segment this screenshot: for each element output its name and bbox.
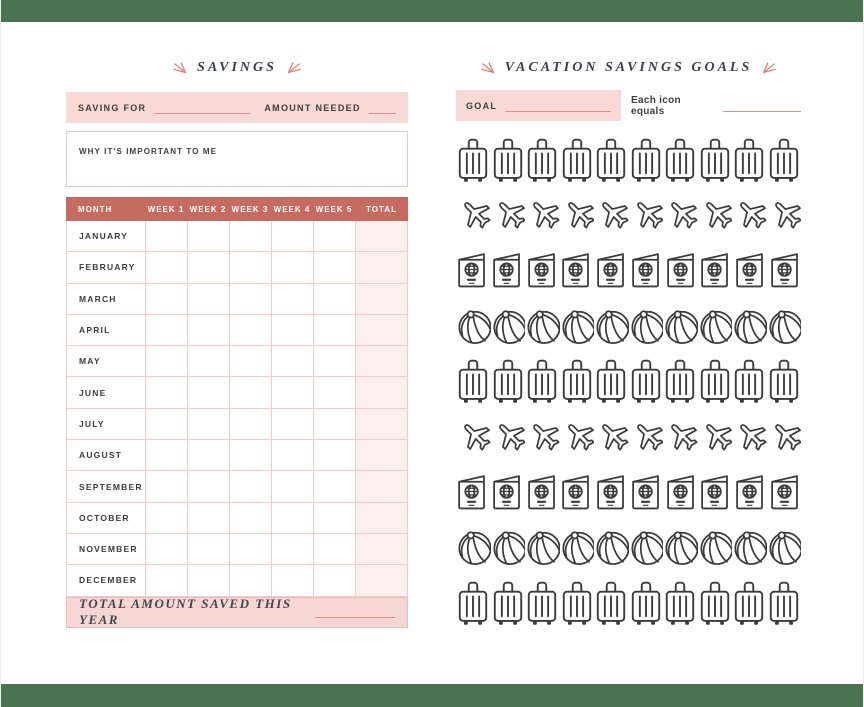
beach-ball-icon <box>732 528 767 566</box>
suitcase-icon <box>491 579 525 627</box>
passport-icon <box>769 250 801 290</box>
week-amount-cell <box>314 346 356 377</box>
beach-ball-icon <box>491 307 526 345</box>
airplane-icon <box>767 416 802 458</box>
airplane-icon <box>663 194 698 236</box>
week-amount-cell <box>272 284 314 315</box>
airplane-icon <box>732 194 767 236</box>
week-amount-cell <box>230 409 272 440</box>
airplane-icon-row <box>456 187 801 242</box>
goal-box <box>456 90 621 121</box>
beach-ball-icon <box>594 528 629 566</box>
month-label-cell: NOVEMBER <box>67 534 146 565</box>
week-amount-cell <box>146 252 188 283</box>
suitcase-icon <box>594 136 628 184</box>
passport-icon <box>734 250 766 290</box>
airplane-icon <box>456 416 491 458</box>
airplane-icon <box>594 416 629 458</box>
week-amount-cell <box>314 503 356 534</box>
sprig-right-icon <box>762 62 776 74</box>
airplane-icon <box>491 194 526 236</box>
beach-ball-icon <box>594 307 629 345</box>
week-amount-cell <box>272 503 314 534</box>
week-amount-cell <box>272 221 314 252</box>
suitcase-icon <box>525 579 559 627</box>
airplane-icon <box>698 416 733 458</box>
week-amount-cell <box>272 409 314 440</box>
airplane-icon <box>594 194 629 236</box>
sprig-left-icon <box>481 62 495 74</box>
month-label-cell: AUGUST <box>67 440 146 471</box>
vacation-goals-page <box>456 60 801 631</box>
suitcase-icon <box>732 579 766 627</box>
why-important-box <box>66 131 408 187</box>
airplane-icon-row <box>456 409 801 464</box>
passport-icon <box>595 472 627 512</box>
suitcase-icon <box>629 136 663 184</box>
passport-icon <box>456 472 488 512</box>
month-label-cell: MARCH <box>67 284 146 315</box>
week-amount-cell <box>146 503 188 534</box>
week-amount-cell <box>188 284 230 315</box>
table-header-cell: TOTAL <box>366 204 397 214</box>
month-total-cell <box>356 221 408 252</box>
passport-icon <box>491 472 523 512</box>
suitcase-icon-row <box>456 575 801 630</box>
passport-icon <box>456 250 488 290</box>
airplane-icon <box>456 194 491 236</box>
suitcase-icon <box>456 136 490 184</box>
week-amount-cell <box>272 346 314 377</box>
suitcase-icon <box>594 579 628 627</box>
month-label-cell: SEPTEMBER <box>67 471 146 502</box>
passport-icon <box>526 472 558 512</box>
suitcase-icon <box>456 357 490 405</box>
month-total-cell <box>356 503 408 534</box>
week-amount-cell <box>146 471 188 502</box>
suitcase-icon <box>732 357 766 405</box>
week-amount-cell <box>314 315 356 346</box>
beach-ball-icon <box>456 528 491 566</box>
beach-ball-icon <box>491 528 526 566</box>
suitcase-icon <box>525 136 559 184</box>
month-total-cell <box>356 346 408 377</box>
airplane-icon <box>491 416 526 458</box>
week-amount-cell <box>230 534 272 565</box>
month-label-cell: DECEMBER <box>67 565 146 596</box>
table-header-cell: WEEK 4 <box>273 204 311 214</box>
suitcase-icon <box>767 357 801 405</box>
airplane-icon <box>525 194 560 236</box>
suitcase-icon <box>629 357 663 405</box>
week-amount-cell <box>188 315 230 346</box>
beach-ball-icon <box>663 307 698 345</box>
month-total-cell <box>356 284 408 315</box>
week-amount-cell <box>272 252 314 283</box>
suitcase-icon <box>767 579 801 627</box>
airplane-icon <box>767 194 802 236</box>
week-amount-cell <box>230 252 272 283</box>
month-total-cell <box>356 471 408 502</box>
passport-icon-row <box>456 243 801 298</box>
suitcase-icon <box>663 357 697 405</box>
passport-icon <box>699 472 731 512</box>
goal-row <box>456 90 801 121</box>
suitcase-icon <box>594 357 628 405</box>
week-amount-cell <box>146 377 188 408</box>
table-header-cell: WEEK 5 <box>315 204 353 214</box>
suitcase-icon <box>767 136 801 184</box>
why-important-label: WHY IT'S IMPORTANT TO ME <box>79 147 218 156</box>
beach-ball-icon <box>629 307 664 345</box>
suitcase-icon <box>698 136 732 184</box>
month-total-cell <box>356 409 408 440</box>
airplane-icon <box>732 416 767 458</box>
beach-ball-icon <box>560 307 595 345</box>
each-icon-label: Each icon equals <box>631 94 681 117</box>
week-amount-cell <box>272 315 314 346</box>
airplane-icon <box>560 416 595 458</box>
suitcase-icon <box>698 357 732 405</box>
goal-label: GOAL <box>466 100 498 111</box>
table-header-cell: WEEK 1 <box>147 204 185 214</box>
sprig-right-icon <box>287 62 301 74</box>
week-amount-cell <box>272 565 314 596</box>
week-amount-cell <box>230 315 272 346</box>
saving-for-banner <box>66 92 408 123</box>
airplane-icon <box>663 416 698 458</box>
month-total-cell <box>356 315 408 346</box>
beach-ball-icon <box>525 307 560 345</box>
suitcase-icon <box>629 579 663 627</box>
beach-ball-icon <box>629 528 664 566</box>
week-amount-cell <box>272 440 314 471</box>
passport-icon <box>699 250 731 290</box>
week-amount-cell <box>314 221 356 252</box>
passport-icon-row <box>456 464 801 519</box>
table-header-cell: WEEK 2 <box>189 204 227 214</box>
week-amount-cell <box>230 565 272 596</box>
page-title: VACATION SAVINGS GOALS <box>504 60 753 75</box>
airplane-icon <box>629 194 664 236</box>
airplane-icon <box>560 194 595 236</box>
month-total-cell <box>356 440 408 471</box>
week-amount-cell <box>146 534 188 565</box>
bottom-green-band <box>1 684 864 707</box>
week-amount-cell <box>314 440 356 471</box>
week-amount-cell <box>146 284 188 315</box>
week-amount-cell <box>188 440 230 471</box>
passport-icon <box>560 250 592 290</box>
week-amount-cell <box>230 471 272 502</box>
week-amount-cell <box>314 471 356 502</box>
month-label-cell: JUNE <box>67 377 146 408</box>
suitcase-icon <box>560 357 594 405</box>
passport-icon <box>630 250 662 290</box>
table-header-cell: MONTH <box>78 204 113 214</box>
week-amount-cell <box>230 440 272 471</box>
week-amount-cell <box>314 377 356 408</box>
week-amount-cell <box>272 471 314 502</box>
week-amount-cell <box>314 534 356 565</box>
beach-ball-icon <box>732 307 767 345</box>
week-amount-cell <box>188 377 230 408</box>
sprig-left-icon <box>173 62 187 74</box>
suitcase-icon <box>732 136 766 184</box>
suitcase-icon <box>456 579 490 627</box>
amount-needed-label: AMOUNT NEEDED <box>264 102 361 113</box>
week-amount-cell <box>146 221 188 252</box>
week-amount-cell <box>230 346 272 377</box>
week-amount-cell <box>314 252 356 283</box>
week-amount-cell <box>146 440 188 471</box>
passport-icon <box>665 250 697 290</box>
airplane-icon <box>698 194 733 236</box>
saving-for-label: SAVING FOR <box>78 102 147 113</box>
suitcase-icon <box>491 357 525 405</box>
month-label-cell: JULY <box>67 409 146 440</box>
week-amount-cell <box>188 221 230 252</box>
beach-ball-icon <box>767 528 802 566</box>
month-total-cell <box>356 377 408 408</box>
savings-title-row <box>66 60 408 76</box>
beach-ball-icon-row <box>456 520 801 575</box>
airplane-icon <box>629 416 664 458</box>
beach-ball-icon <box>663 528 698 566</box>
week-amount-cell <box>188 565 230 596</box>
table-header-cell: WEEK 3 <box>231 204 269 214</box>
beach-ball-icon <box>698 528 733 566</box>
beach-ball-icon <box>456 307 491 345</box>
total-saved-fill-line <box>315 606 395 618</box>
week-amount-cell <box>188 503 230 534</box>
month-label-cell: FEBRUARY <box>67 252 146 283</box>
week-amount-cell <box>314 409 356 440</box>
week-amount-cell <box>146 409 188 440</box>
amount-needed-fill-line <box>369 102 396 114</box>
week-amount-cell <box>314 284 356 315</box>
month-total-cell <box>356 534 408 565</box>
airplane-icon <box>525 416 560 458</box>
savings-page <box>66 60 408 628</box>
week-amount-cell <box>188 471 230 502</box>
passport-icon <box>595 250 627 290</box>
suitcase-icon <box>560 579 594 627</box>
week-amount-cell <box>314 565 356 596</box>
beach-ball-icon <box>767 307 802 345</box>
each-icon-fill-line <box>723 100 801 112</box>
suitcase-icon <box>663 136 697 184</box>
week-amount-cell <box>272 377 314 408</box>
saving-for-fill-line <box>154 102 250 114</box>
week-amount-cell <box>188 409 230 440</box>
table-body <box>66 221 408 597</box>
suitcase-icon <box>525 357 559 405</box>
month-total-cell <box>356 252 408 283</box>
goal-fill-line <box>505 100 611 112</box>
beach-ball-icon <box>525 528 560 566</box>
vacation-title-row <box>456 60 801 76</box>
table-header-row <box>66 197 408 221</box>
week-amount-cell <box>188 534 230 565</box>
week-amount-cell <box>146 346 188 377</box>
passport-icon <box>734 472 766 512</box>
vacation-icon-grid <box>456 132 801 631</box>
month-label-cell: APRIL <box>67 315 146 346</box>
beach-ball-icon-row <box>456 298 801 353</box>
week-amount-cell <box>146 565 188 596</box>
passport-icon <box>560 472 592 512</box>
week-amount-cell <box>230 284 272 315</box>
week-amount-cell <box>230 503 272 534</box>
suitcase-icon <box>663 579 697 627</box>
total-saved-banner <box>66 597 408 628</box>
week-amount-cell <box>146 315 188 346</box>
passport-icon <box>665 472 697 512</box>
suitcase-icon <box>560 136 594 184</box>
passport-icon <box>769 472 801 512</box>
each-icon-equals <box>631 95 801 117</box>
week-amount-cell <box>230 221 272 252</box>
week-amount-cell <box>230 377 272 408</box>
beach-ball-icon <box>698 307 733 345</box>
week-amount-cell <box>188 252 230 283</box>
suitcase-icon-row <box>456 132 801 187</box>
beach-ball-icon <box>560 528 595 566</box>
week-amount-cell <box>272 534 314 565</box>
top-green-band <box>1 0 864 22</box>
month-label-cell: MAY <box>67 346 146 377</box>
savings-table <box>66 197 408 597</box>
passport-icon <box>630 472 662 512</box>
suitcase-icon <box>491 136 525 184</box>
month-label-cell: OCTOBER <box>67 503 146 534</box>
suitcase-icon <box>698 579 732 627</box>
month-label-cell: JANUARY <box>67 221 146 252</box>
page-title: SAVINGS <box>197 60 277 75</box>
suitcase-icon-row <box>456 354 801 409</box>
passport-icon <box>526 250 558 290</box>
passport-icon <box>491 250 523 290</box>
total-saved-label: TOTAL AMOUNT SAVED THIS YEAR <box>79 596 292 628</box>
month-total-cell <box>356 565 408 596</box>
week-amount-cell <box>188 346 230 377</box>
